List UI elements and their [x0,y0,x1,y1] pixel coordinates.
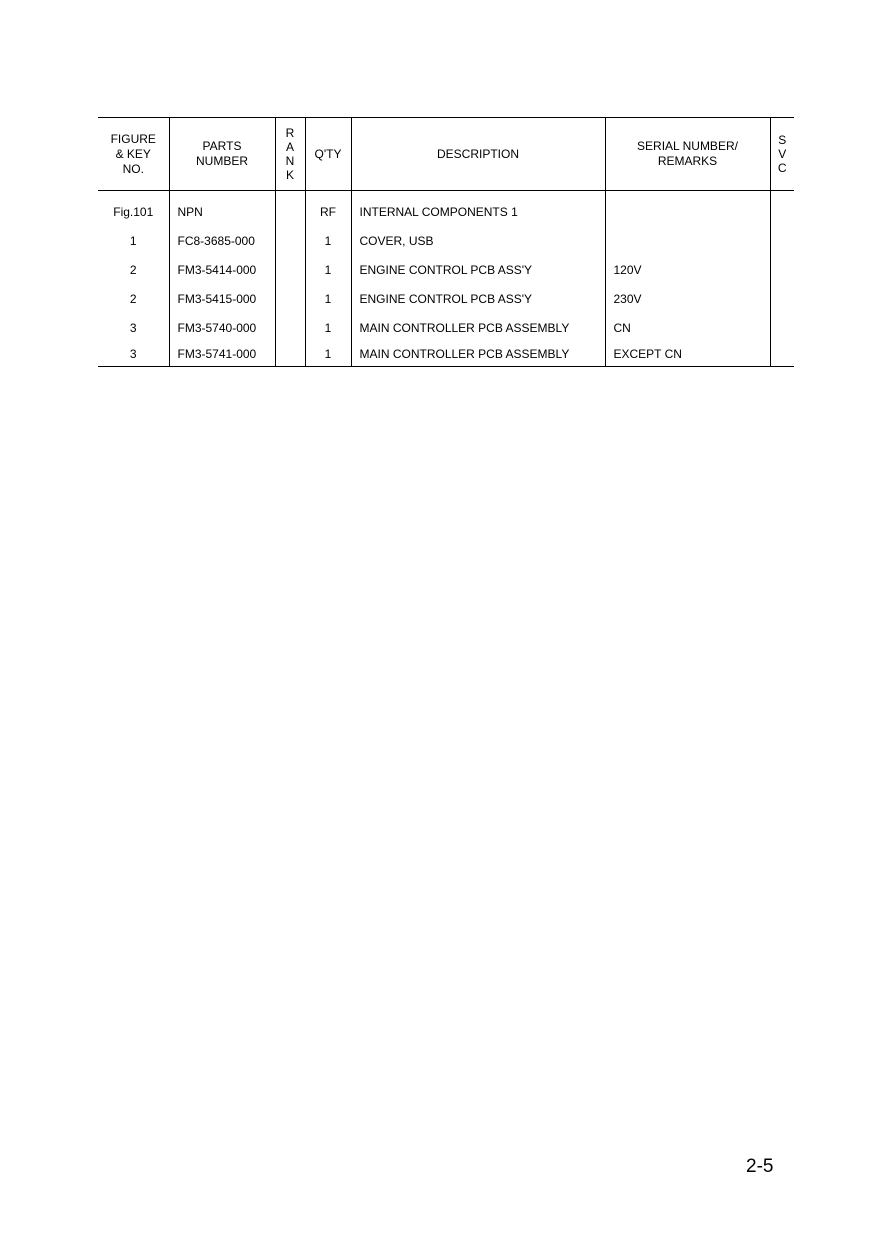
cell-svc [770,313,794,342]
cell-figure-key: 2 [129,291,137,306]
cell-part-number: FM3-5415-000 [169,284,275,313]
cell-part-number: FM3-5741-000 [169,342,275,367]
cell-remarks [605,226,770,255]
table-row [98,191,794,227]
cell-figure-key: 3 [98,342,169,367]
cell-rank [275,226,305,255]
cell-svc [770,284,794,313]
cell-figure-key: 2 [129,262,137,277]
cell-description: INTERNAL COMPONENTS 1 [351,191,605,227]
cell-description: ENGINE CONTROL PCB ASS'Y [351,284,605,313]
header-rank: R A N K [275,118,305,191]
cell-remarks: EXCEPT CN [605,342,770,367]
table-row [98,342,794,367]
cell-remarks: 230V [605,284,770,313]
cell-svc [770,342,794,367]
table-header-row [98,118,794,191]
header-figure-key-no: FIGURE & KEY NO. [98,118,169,191]
header-qty: Q'TY [305,118,351,191]
header-description: DESCRIPTION [351,118,605,191]
cell-remarks: CN [605,313,770,342]
cell-description: COVER, USB [351,226,605,255]
cell-part-number: NPN [169,191,275,227]
cell-figure-key: 3 [129,320,137,335]
cell-svc [770,191,794,227]
cell-qty: 1 [305,255,351,284]
table-row [98,226,794,255]
cell-svc [770,226,794,255]
cell-rank [275,284,305,313]
header-serial-remarks: SERIAL NUMBER/ REMARKS [605,118,770,191]
table-row [98,313,794,342]
cell-rank [275,191,305,227]
cell-figure-key: Fig.101 [113,204,154,219]
cell-rank [275,313,305,342]
cell-qty: 1 [305,284,351,313]
cell-qty: RF [305,191,351,227]
cell-qty: 1 [305,313,351,342]
cell-svc [770,255,794,284]
cell-figure-key: 1 [129,233,137,248]
cell-part-number: FM3-5740-000 [169,313,275,342]
cell-description: MAIN CONTROLLER PCB ASSEMBLY [351,313,605,342]
cell-description: MAIN CONTROLLER PCB ASSEMBLY [351,342,605,367]
cell-part-number: FC8-3685-000 [169,226,275,255]
cell-rank [275,342,305,367]
cell-description: ENGINE CONTROL PCB ASS'Y [351,255,605,284]
header-svc: S V C [770,118,794,191]
cell-remarks: 120V [605,255,770,284]
header-parts-number: PARTS NUMBER [169,118,275,191]
parts-table [98,117,794,367]
table-row [98,284,794,313]
cell-qty: 1 [305,342,351,367]
cell-qty: 1 [305,226,351,255]
table-row [98,255,794,284]
cell-part-number: FM3-5414-000 [169,255,275,284]
cell-rank [275,255,305,284]
page-number: 2-5 [746,1156,774,1177]
cell-remarks [605,191,770,227]
